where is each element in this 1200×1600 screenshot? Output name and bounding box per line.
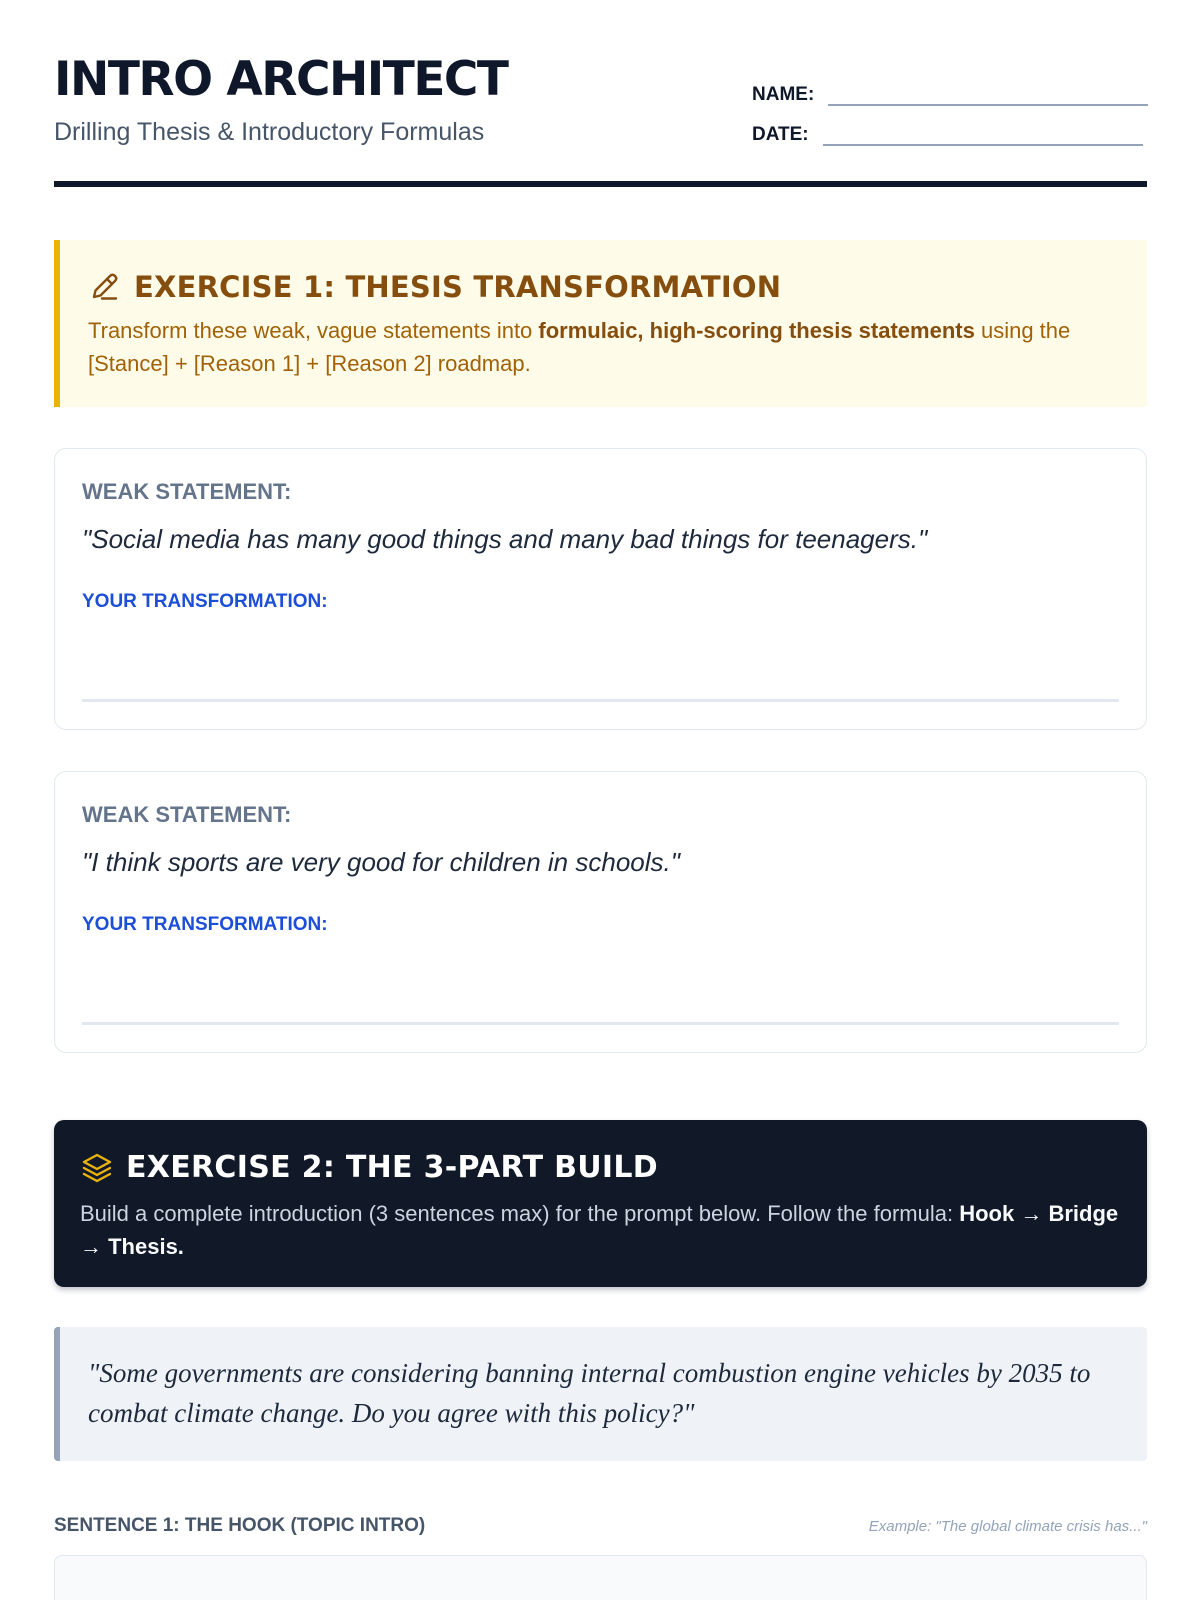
transformation-answer-line[interactable] [82,1022,1119,1025]
name-field [752,84,1148,106]
statement-card [54,448,1147,730]
sentence-1-example: Example: "The global climate crisis has..." [868,1518,1147,1535]
exercise-1-banner [54,240,1147,407]
weak-statement-quote: "I think sports are very good for children in schools." [82,847,680,877]
exercise-1-heading [88,270,1117,304]
exercise-1-desc-text: Transform these weak, vague statements into [88,318,539,343]
exercise-2-banner [54,1120,1147,1287]
exercise-2-heading [80,1150,1121,1185]
exercise-1-desc-text-end: using the [Stance] + [Reason 1] + [Reason 2] roadmap. [88,318,1071,376]
exercise-1-desc-emphasis: formulaic, high-scoring thesis statements [538,318,975,343]
exercise-2-desc-formula: Hook → Bridge → Thesis. [80,1201,1119,1259]
exercise-1-title: EXERCISE 1: THESIS TRANSFORMATION [134,270,782,304]
name-label: NAME: [752,84,815,105]
exercise-1-description [88,314,1117,380]
sentence-1-header [54,1515,1147,1537]
header-divider [54,181,1147,187]
exercise-2-title: EXERCISE 2: THE 3-PART BUILD [126,1150,659,1185]
statement-card [54,771,1147,1053]
transformation-answer-line[interactable] [82,699,1119,702]
pencil-icon [88,270,122,304]
worksheet-page [54,0,1147,1536]
weak-statement-quote: "Social media has many good things and many bad things for teenagers." [82,524,928,554]
weak-statement-label: WEAK STATEMENT: [82,479,292,504]
weak-statement-label: WEAK STATEMENT: [82,802,292,827]
exercise-2-description [80,1197,1121,1263]
date-field [752,124,1143,146]
essay-prompt-text: "Some governments are considering banning internal combustion engine vehicles by 2035 to combat climate change. Do you agree with this policy?" [88,1358,1091,1428]
page-subtitle: Drilling Thesis & Introductory Formulas [54,118,485,146]
date-input-line[interactable] [823,124,1143,146]
page-title: INTRO ARCHITECT [54,52,508,107]
transformation-label: YOUR TRANSFORMATION: [82,914,328,935]
name-input-line[interactable] [828,84,1148,106]
transformation-label: YOUR TRANSFORMATION: [82,591,328,612]
essay-prompt-quote [54,1327,1147,1461]
sentence-1-label: SENTENCE 1: THE HOOK (TOPIC INTRO) [54,1515,426,1536]
date-label: DATE: [752,124,809,145]
worksheet-header [54,0,1147,188]
sentence-1-answer-box[interactable] [54,1555,1147,1600]
layers-icon [80,1151,114,1185]
exercise-2-desc-text: Build a complete introduction (3 sentences max) for the prompt below. Follow the formula: [80,1201,960,1226]
